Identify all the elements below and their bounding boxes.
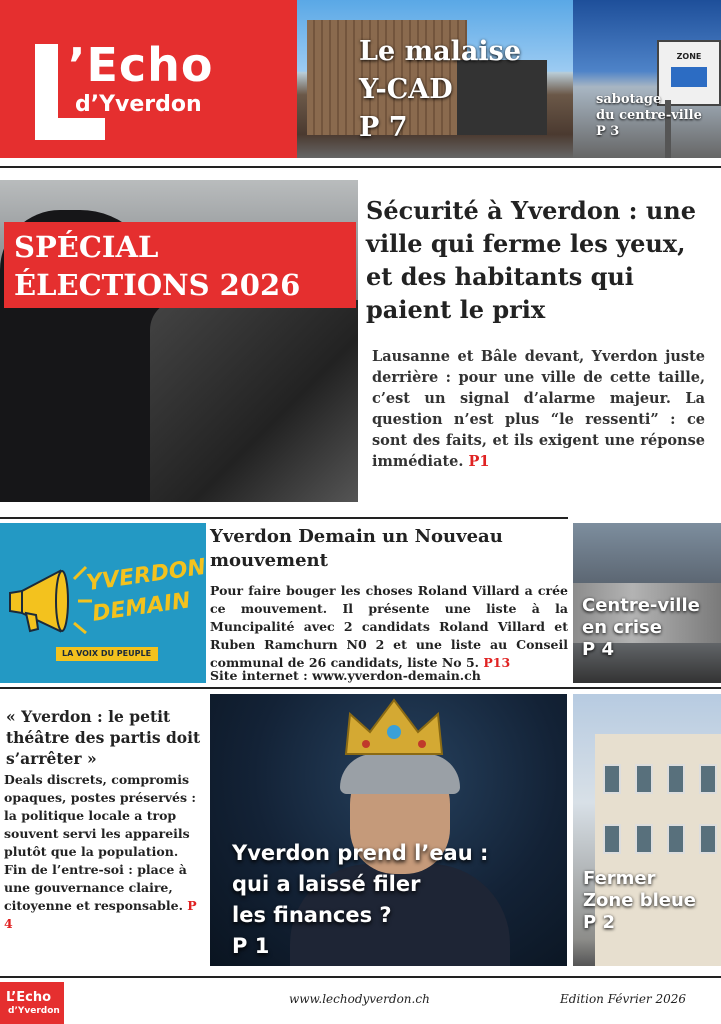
ycad-title-line2: Y-CAD	[359, 74, 453, 105]
ycad-title-line1: Le malaise	[359, 36, 522, 67]
sabotage-line2: du centre-ville	[596, 108, 702, 123]
ycad-building-annex	[457, 60, 547, 135]
yd-website-link[interactable]: Site internet : www.yverdon-demain.ch	[210, 668, 481, 683]
footer-logo-line1: L’Echo	[6, 990, 52, 1005]
zone-line1: Fermer	[583, 868, 656, 889]
building-window	[635, 764, 653, 794]
zone-bleue-caption	[583, 868, 696, 934]
divider-mid	[0, 517, 568, 519]
sabotage-story-tile[interactable]	[573, 0, 721, 158]
special-banner-line1: SPÉCIAL	[14, 230, 159, 264]
logo-letter-l-foot	[35, 118, 105, 140]
yd-body-text: Pour faire bouger les choses Roland Villard a crée ce mouvement. Il présente une liste à la Muncipalité avec 2 candidats Roland Villard et Ruben Ramchurn N0 2 et une liste au Conseil communal de 26 candidats, liste No 5.	[210, 583, 568, 670]
theatre-page-ref[interactable]: P 4	[4, 898, 197, 931]
zone-sign-text: ZONE	[676, 52, 702, 61]
yd-logo-line1: YVERDON	[84, 554, 208, 597]
building-window	[635, 824, 653, 854]
footer-edition: Edition Février 2026	[560, 992, 687, 1006]
building-window	[603, 824, 621, 854]
logo-echo-text: ’Echo	[68, 38, 214, 92]
finances-line1: Yverdon prend l’eau :	[232, 841, 489, 865]
divider-lower	[0, 687, 721, 689]
finances-page-ref: P 1	[232, 934, 270, 958]
finances-line2: qui a laissé filer	[232, 872, 421, 896]
special-elections-banner	[4, 222, 356, 308]
yverdon-demain-logo[interactable]	[0, 523, 206, 683]
masthead-logo[interactable]	[0, 0, 297, 158]
building-window	[699, 824, 717, 854]
finances-story-tile[interactable]	[210, 694, 567, 966]
building-window	[667, 764, 685, 794]
footer-logo[interactable]	[0, 982, 64, 1024]
zone-line2: Zone bleue	[583, 890, 696, 911]
divider-top	[0, 166, 721, 168]
main-lead-page-ref[interactable]: P1	[468, 453, 490, 470]
hair-image	[340, 754, 460, 794]
theatre-article-title[interactable]: « Yverdon : le petit théâtre des partis doit s’arrêter »	[6, 707, 201, 768]
sabotage-page-ref: P 3	[596, 124, 620, 139]
special-banner-line2: ÉLECTIONS 2026	[14, 268, 301, 302]
yd-logo-tagline: LA VOIX DU PEUPLE	[62, 649, 152, 658]
zone-bleue-story-tile[interactable]	[573, 694, 721, 966]
ycad-story-tile[interactable]	[297, 0, 573, 158]
main-lead-paragraph	[372, 346, 705, 472]
sabotage-caption	[596, 92, 702, 140]
theatre-body-text: Deals discrets, compromis opaques, postes préservés : la politique locale a trop souvent servi les appareils plutôt que la population. Fin de l’entre-soi : place à une gouvernance claire, citoyenne et responsable.	[4, 772, 197, 913]
theatre-article-body	[4, 771, 202, 933]
building-window	[603, 764, 621, 794]
ycad-page-ref: P 7	[359, 112, 408, 143]
zone-page-ref: P 2	[583, 912, 615, 933]
centre-ville-caption	[582, 595, 700, 661]
crown-icon	[342, 698, 446, 756]
car-door-image	[150, 300, 358, 502]
centre-page-ref: P 4	[582, 639, 614, 660]
divider-footer	[0, 976, 721, 978]
building-window	[699, 764, 717, 794]
logo-city-text: d’Yverdon	[75, 92, 202, 117]
main-headline[interactable]: Sécurité à Yverdon : une ville qui ferme les yeux, et des habitants qui paient le prix	[366, 196, 697, 324]
yd-article-body	[210, 582, 568, 672]
building-window	[667, 824, 685, 854]
sabotage-line1: sabotage	[596, 92, 662, 107]
centre-ville-story-tile[interactable]	[573, 523, 721, 683]
footer-logo-line2: d’Yverdon	[8, 1006, 60, 1016]
finances-caption	[232, 838, 562, 962]
zone-sign-blue-panel	[671, 67, 707, 87]
yd-article-title[interactable]: Yverdon Demain un Nouveau mouvement	[210, 526, 503, 571]
yd-logo-line2: DEMAIN	[90, 588, 193, 627]
centre-line1: Centre-ville	[582, 595, 700, 616]
yd-page-ref[interactable]: P13	[483, 655, 511, 670]
main-lead-text: Lausanne et Bâle devant, Yverdon juste derrière : pour une ville de cette taille, c’est un signal d’alarme majeur. La question n’est plus “le ressenti” : ce sont des faits, et ils exigent une réponse immédiate.	[372, 348, 705, 470]
finances-line3: les finances ?	[232, 903, 392, 927]
centre-line2: en crise	[582, 617, 662, 638]
footer-website-link[interactable]: www.lechodyverdon.ch	[289, 992, 430, 1006]
